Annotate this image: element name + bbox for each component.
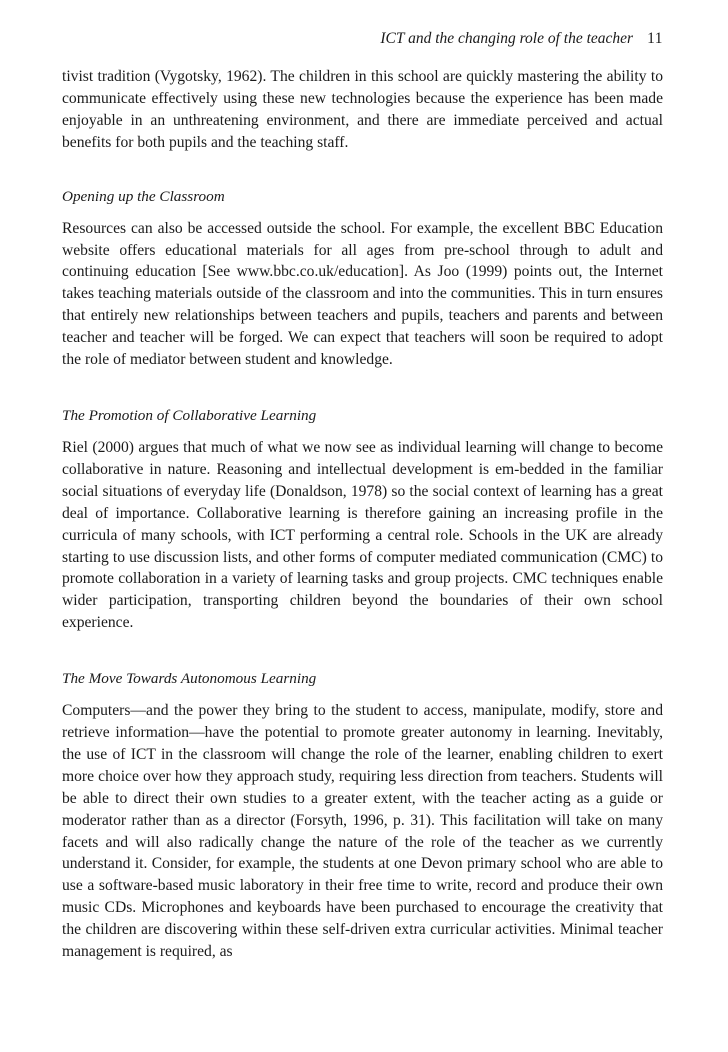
running-head-title: ICT and the changing role of the teacher <box>380 30 634 47</box>
running-head <box>62 30 663 52</box>
section-heading-opening-up-the-classroom: Opening up the Classroom <box>62 187 225 205</box>
body-paragraph-continuation: tivist tradition (Vygotsky, 1962). The children in this school are quickly mastering the ability to communicate effectively using these new technologies because the experience has been made enjoyable in an unthreatening environment, and there are immediate perceived and actual benefits for both pupils and the teaching staff. <box>62 68 663 151</box>
page <box>62 30 663 963</box>
section-heading-autonomous-learning: The Move Towards Autonomous Learning <box>62 670 317 688</box>
body-paragraph-collaborative-learning: Riel (2000) argues that much of what we now see as individual learning will change to become collaborative in nature. Reasoning and intellectual development is em-bedded in the familiar social situations of everyday life (Donaldson, 1978) so the social context of learning has a great deal of importance. Collaborative learning is therefore gaining an increasing profile in the curricula of many schools, with ICT performing a central role. Schools in the UK are already starting to use discussion lists, and other forms of computer mediated communication (CMC) to promote collaboration in a variety of learning tasks and group projects. CMC techniques enable wider participation, transporting children beyond the boundaries of their own school experience. <box>62 438 663 632</box>
section-heading-collaborative-learning: The Promotion of Collaborative Learning <box>62 406 317 424</box>
body-paragraph-opening-up-the-classroom: Resources can also be accessed outside the school. For example, the excellent BBC Education website offers educational materials for all ages from pre-school through to adult and continuing education [See www.bbc.co.uk/education]. As Joo (1999) points out, the Internet takes teaching materials outside of the classroom and into the communities. This in turn ensures that entirely new relationships between teachers and pupils, teachers and parents and between teacher and teacher will be forged. We can expect that teachers will soon be required to adopt the role of mediator between student and knowledge. <box>62 219 663 369</box>
page-number: 11 <box>647 30 663 47</box>
body-paragraph-autonomous-learning: Computers—and the power they bring to the student to access, manipulate, modify, store and retrieve information—have the potential to promote greater autonomy in learning. Inevitably, the use of ICT in the classroom will change the role of the learner, enabling children to exert more choice over how they approach study, requiring less direction from teachers. Students will be able to direct their own studies to a greater extent, with the teacher acting as a guide or moderator rather than as a director (Forsyth, 1996, p. 31). This facilitation will take on many facets and will also radically change the nature of the role of the teacher as we currently understand it. Consider, for example, the students at one Devon primary school who are able to use a software-based music laboratory in their free time to write, record and produce their own music CDs. Microphones and keyboards have been purchased to encourage the creativity that the children are discovering within these self-driven extra curricular activities. Minimal teacher management is required, as <box>62 702 663 961</box>
